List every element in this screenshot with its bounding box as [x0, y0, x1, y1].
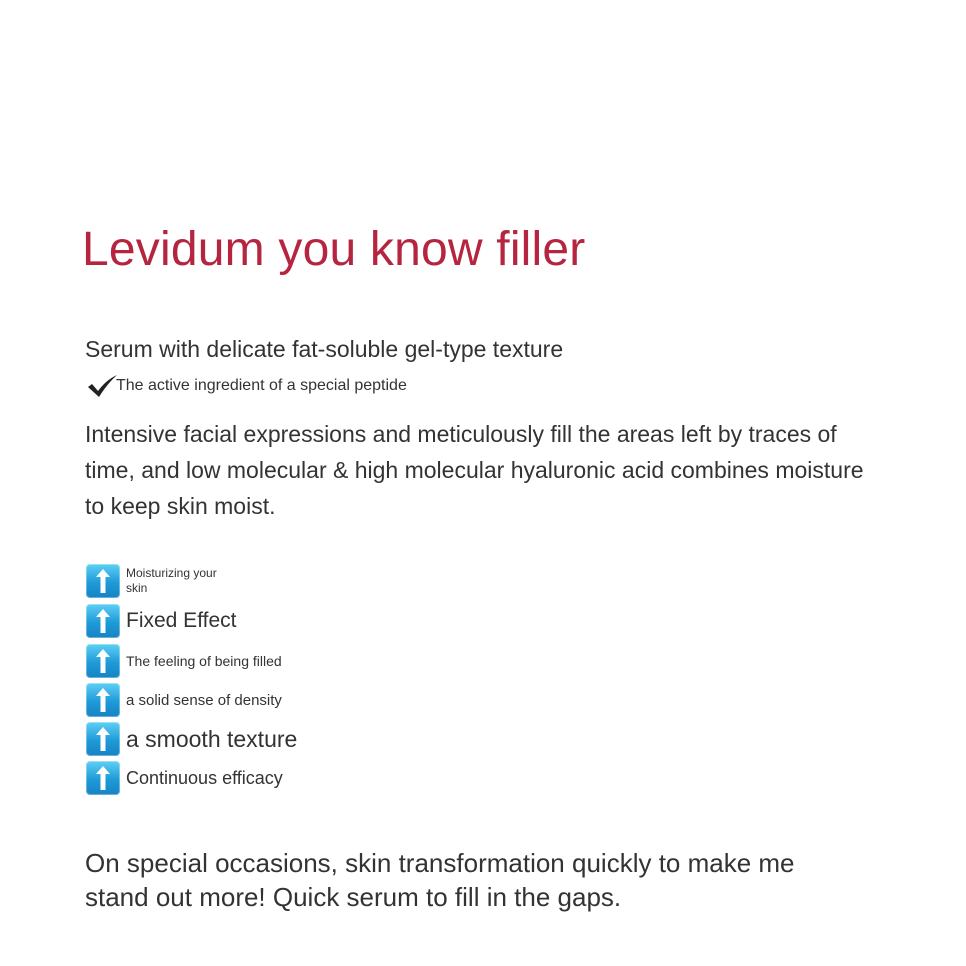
- closing-paragraph: On special occasions, skin transformation quickly to make me stand out more! Quick serum to fill in the gaps.: [85, 848, 795, 912]
- ingredient-text: The active ingredient of a special peptide: [116, 377, 407, 394]
- feature-label: a smooth texture: [126, 725, 298, 752]
- feature-item-filled: [86, 644, 282, 678]
- feature-item-density: [86, 683, 282, 717]
- up-arrow-icon: [86, 722, 120, 756]
- product-subtitle: Serum with delicate fat-soluble gel-type texture: [85, 336, 564, 362]
- checkmark-icon: [86, 374, 118, 398]
- up-arrow-icon: [86, 604, 120, 638]
- feature-label: Continuous efficacy: [126, 767, 283, 788]
- feature-item-moisturizing: [86, 564, 236, 598]
- feature-item-smooth-texture: [86, 722, 297, 756]
- up-arrow-icon: [86, 761, 120, 795]
- feature-label: The feeling of being filled: [126, 653, 282, 669]
- up-arrow-icon: [86, 644, 120, 678]
- feature-label: Moisturizing your skin: [126, 566, 217, 595]
- feature-label: a solid sense of density: [126, 691, 282, 709]
- page-title: Levidum you know filler: [82, 223, 586, 277]
- description-paragraph: Intensive facial expressions and meticulously fill the areas left by traces of time, and low molecular & high molecular hyaluronic acid combines moisture to keep skin moist.: [85, 421, 864, 519]
- feature-item-fixed-effect: [86, 604, 237, 638]
- feature-label: Fixed Effect: [126, 609, 237, 632]
- ingredient-line: [86, 374, 407, 398]
- up-arrow-icon: [86, 564, 120, 598]
- up-arrow-icon: [86, 683, 120, 717]
- feature-item-continuous-efficacy: [86, 761, 283, 795]
